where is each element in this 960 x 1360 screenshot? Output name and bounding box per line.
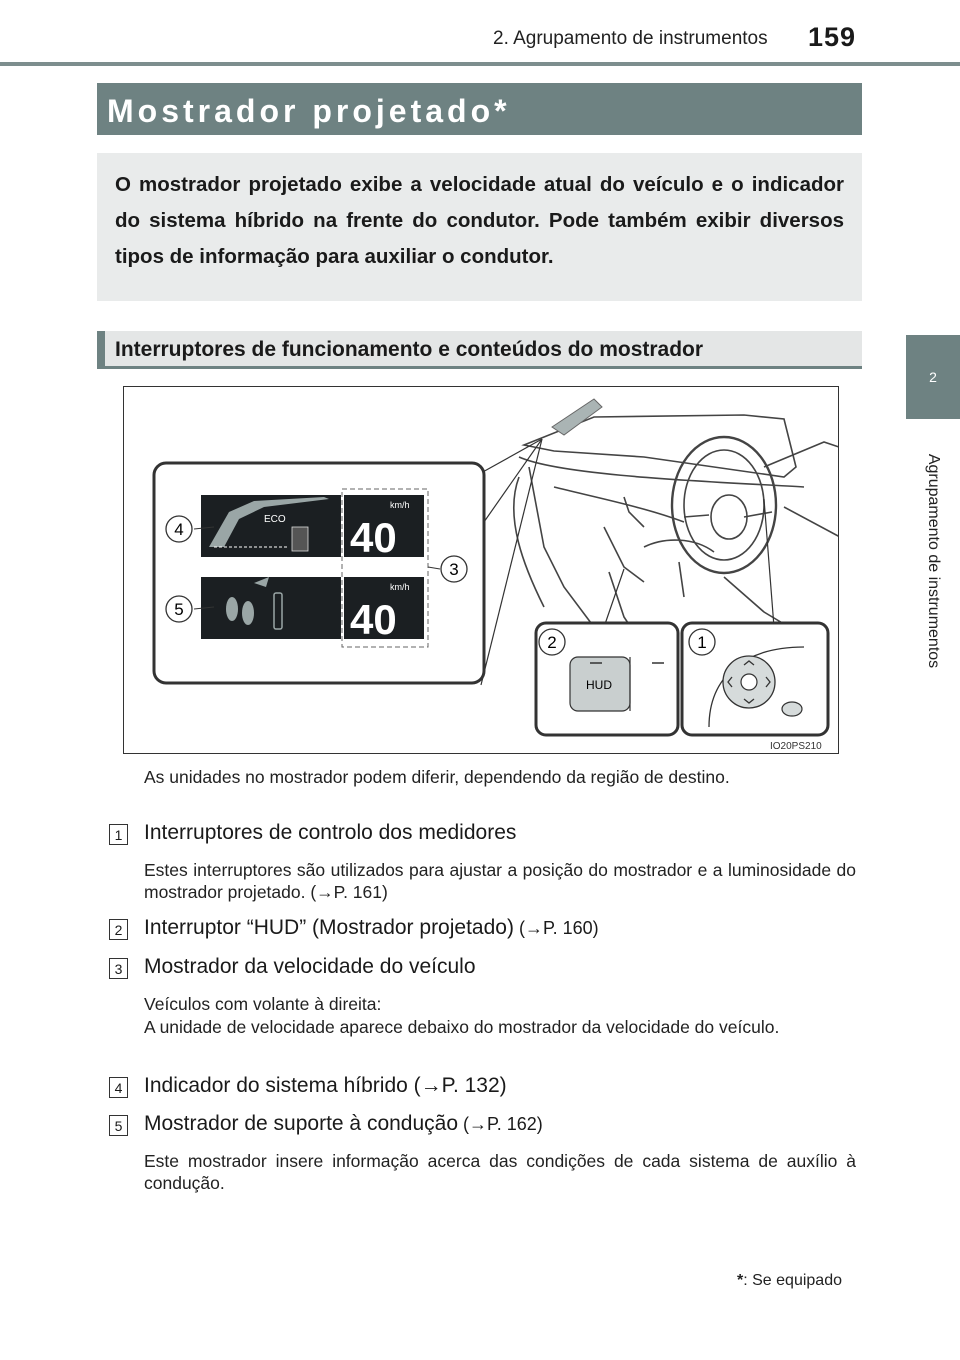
page-title: Mostrador projetado* xyxy=(97,83,862,135)
units-note: As unidades no mostrador podem diferir, dependendo da região de destino. xyxy=(144,767,730,787)
svg-text:4: 4 xyxy=(174,520,184,539)
intro-box: O mostrador projetado exibe a velocidade atual do veículo e o indicador do sistema híbrido na frente do condutor. Pode também exibir diversos tipos de informação para auxiliar o condutor. xyxy=(97,153,862,301)
callout-4 xyxy=(166,516,192,542)
callout-3 xyxy=(441,556,467,582)
item-number: 4 xyxy=(109,1077,128,1098)
item-description: Estes interruptores são utilizados para ajustar a posição do mostrador e a luminosidade do mostrador projetado. (→P. 161) xyxy=(144,860,856,902)
speed-value-top: 40 xyxy=(350,514,397,561)
svg-text:1: 1 xyxy=(697,633,707,652)
figure-code: IO20PS210 xyxy=(770,741,822,752)
speed-unit-top: km/h xyxy=(390,500,410,510)
item-title: Mostrador de suporte à condução (→P. 162) xyxy=(144,1112,543,1135)
speed-unit-bottom: km/h xyxy=(390,582,410,592)
header-rule xyxy=(0,62,960,66)
chapter-tab-label: Agrupamento de instrumentos xyxy=(925,453,942,669)
callout-2 xyxy=(539,629,565,655)
page-number: 159 xyxy=(808,22,857,52)
svg-text:5: 5 xyxy=(174,600,184,619)
svg-text:3: 3 xyxy=(449,560,459,579)
item-number: 2 xyxy=(109,919,128,940)
item-description: A unidade de velocidade aparece debaixo do mostrador da velocidade do veículo. xyxy=(144,1017,780,1037)
section-title: 2. Agrupamento de instrumentos xyxy=(493,28,768,49)
callout-5 xyxy=(166,596,192,622)
item-title: Interruptores de controlo dos medidores xyxy=(144,821,517,844)
item-number: 1 xyxy=(109,824,128,845)
footnote: *: Se equipado xyxy=(737,1272,842,1289)
hud-button-label: HUD xyxy=(586,678,612,692)
subheading: Interruptores de funcionamento e conteúdos do mostrador xyxy=(97,331,862,369)
svg-text:2: 2 xyxy=(547,633,557,652)
callout-1 xyxy=(689,629,715,655)
item-number: 5 xyxy=(109,1115,128,1136)
item-description-heading: Veículos com volante à direita: xyxy=(144,994,382,1014)
chapter-tab-number: 2 xyxy=(906,335,960,419)
item-number: 3 xyxy=(109,958,128,979)
hud-illustration xyxy=(124,387,839,754)
speed-value-bottom: 40 xyxy=(350,596,397,643)
item-title: Interruptor “HUD” (Mostrador projetado) (→P. 160) xyxy=(144,916,599,939)
item-title: Mostrador da velocidade do veículo xyxy=(144,955,476,978)
figure-illustration xyxy=(123,386,839,754)
item-description: Este mostrador insere informação acerca das condições de cada sistema de auxílio à condução. xyxy=(144,1151,856,1193)
eco-label: ECO xyxy=(264,514,286,525)
item-title: Indicador do sistema híbrido (→P. 132) xyxy=(144,1074,507,1097)
